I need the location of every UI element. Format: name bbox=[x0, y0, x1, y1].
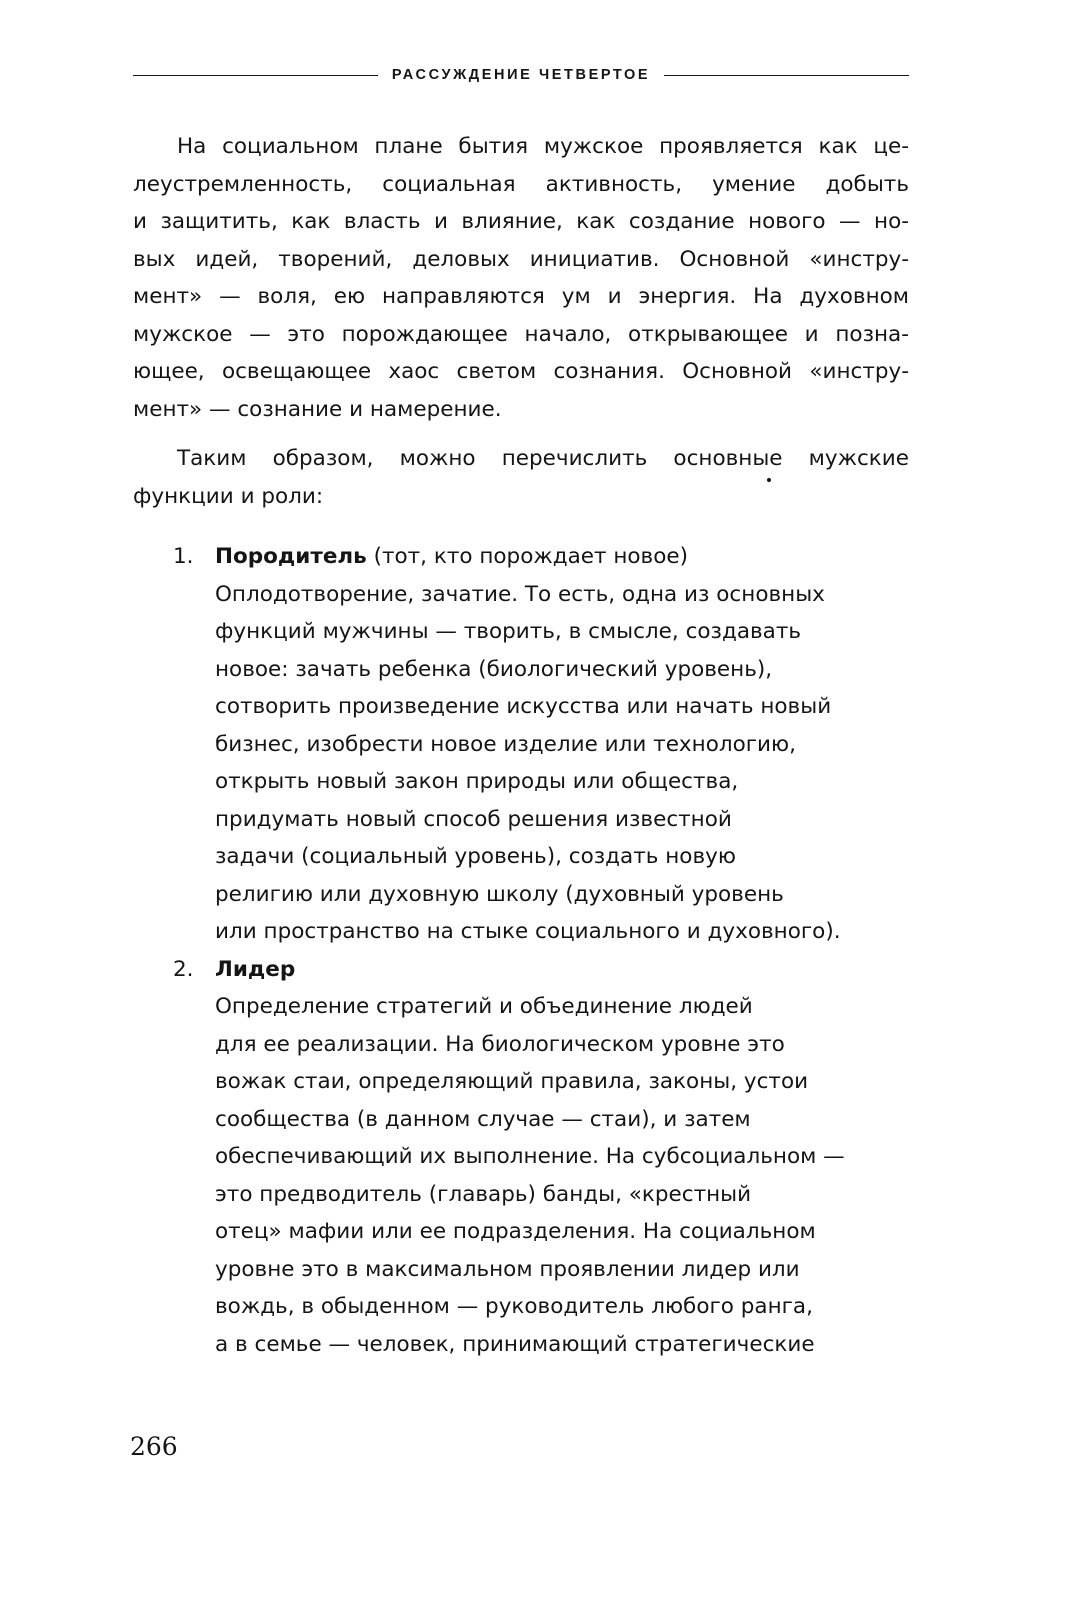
paragraph bbox=[133, 128, 909, 428]
list-item-line: бизнес, изобрести новое изделие или технологию, bbox=[215, 731, 796, 757]
list-item-line: отец» мафии или ее подразделения. На социальном bbox=[215, 1219, 816, 1244]
list-item-heading bbox=[215, 951, 909, 989]
text-line: ющее, освещающее хаос светом сознания. Основной «инстру- bbox=[133, 359, 909, 384]
list-item-line: религию или духовную школу (духовный уровень bbox=[215, 881, 784, 907]
header-rule-right bbox=[664, 75, 909, 76]
list-item-line: вожак стаи, определяющий правила, законы, устои bbox=[215, 1069, 809, 1094]
list-item-line: открыть новый закон природы или общества, bbox=[215, 769, 739, 794]
paragraph-gap bbox=[133, 428, 909, 440]
page-number: 266 bbox=[130, 1432, 178, 1461]
list-item-line: обеспечивающий их выполнение. На субсоциальном — bbox=[215, 1144, 845, 1169]
list-item-line: Определение стратегий и объединение людей bbox=[215, 994, 753, 1019]
list-item-line: вождь, в обыденном — руководитель любого ранга, bbox=[215, 1294, 813, 1319]
chapter-title: РАССУЖДЕНИЕ ЧЕТВЕРТОЕ bbox=[391, 67, 651, 83]
text-line: и защитить, как власть и влияние, как создание нового — но- bbox=[133, 209, 909, 234]
list-item-heading bbox=[215, 538, 909, 576]
list-item-line: придумать новый способ решения известной bbox=[215, 806, 732, 832]
list-item-line: а в семье — человек, принимающий стратегические bbox=[215, 1331, 815, 1357]
running-header bbox=[133, 64, 909, 86]
list-item-number: 1. bbox=[173, 544, 194, 569]
text-line: вых идей, творений, деловых инициатив. Основной «инстру- bbox=[133, 246, 909, 272]
list-item-term: Лидер bbox=[215, 956, 296, 982]
list-item bbox=[133, 951, 909, 1364]
numbered-list bbox=[133, 538, 909, 1363]
list-item bbox=[133, 538, 909, 951]
list-item-line: сообщества (в данном случае — стаи), и затем bbox=[215, 1106, 751, 1132]
list-item-line: сотворить произведение искусства или начать новый bbox=[215, 694, 832, 719]
text-line: функции и роли: bbox=[133, 483, 324, 509]
text-line: Таким образом, можно перечислить основные мужские bbox=[177, 446, 909, 471]
list-item-line: Оплодотворение, зачатие. То есть, одна из основных bbox=[215, 581, 825, 607]
list-item-note: (тот, кто порождает новое) bbox=[366, 544, 689, 569]
list-item-line: функций мужчины — творить, в смысле, создавать bbox=[215, 619, 802, 644]
list-item-line: для ее реализации. На биологическом уровне это bbox=[215, 1031, 785, 1057]
body-text bbox=[133, 128, 909, 515]
text-line: На социальном плане бытия мужское проявляется как це- bbox=[177, 134, 909, 159]
header-rule-left bbox=[133, 75, 378, 76]
list-item-line: это предводитель (главарь) банды, «крестный bbox=[215, 1181, 752, 1207]
list-item-number: 2. bbox=[173, 956, 194, 982]
scan-speck bbox=[767, 478, 771, 482]
text-line: мужское — это порождающее начало, открывающее и позна- bbox=[133, 321, 909, 347]
text-line: леустремленность, социальная активность, умение добыть bbox=[133, 171, 909, 197]
list-item-line: или пространство на стыке социального и духовного). bbox=[215, 919, 841, 944]
text-line: мент» — воля, ею направляются ум и энергия. На духовном bbox=[133, 284, 909, 309]
list-item-term: Породитель bbox=[215, 544, 367, 569]
paragraph bbox=[133, 440, 909, 515]
list-item-line: задачи (социальный уровень), создать новую bbox=[215, 844, 736, 869]
list-item-line: новое: зачать ребенка (биологический уровень), bbox=[215, 656, 773, 682]
text-line: мент» — сознание и намерение. bbox=[133, 396, 502, 422]
list-item-line: уровне это в максимальном проявлении лидер или bbox=[215, 1256, 800, 1282]
